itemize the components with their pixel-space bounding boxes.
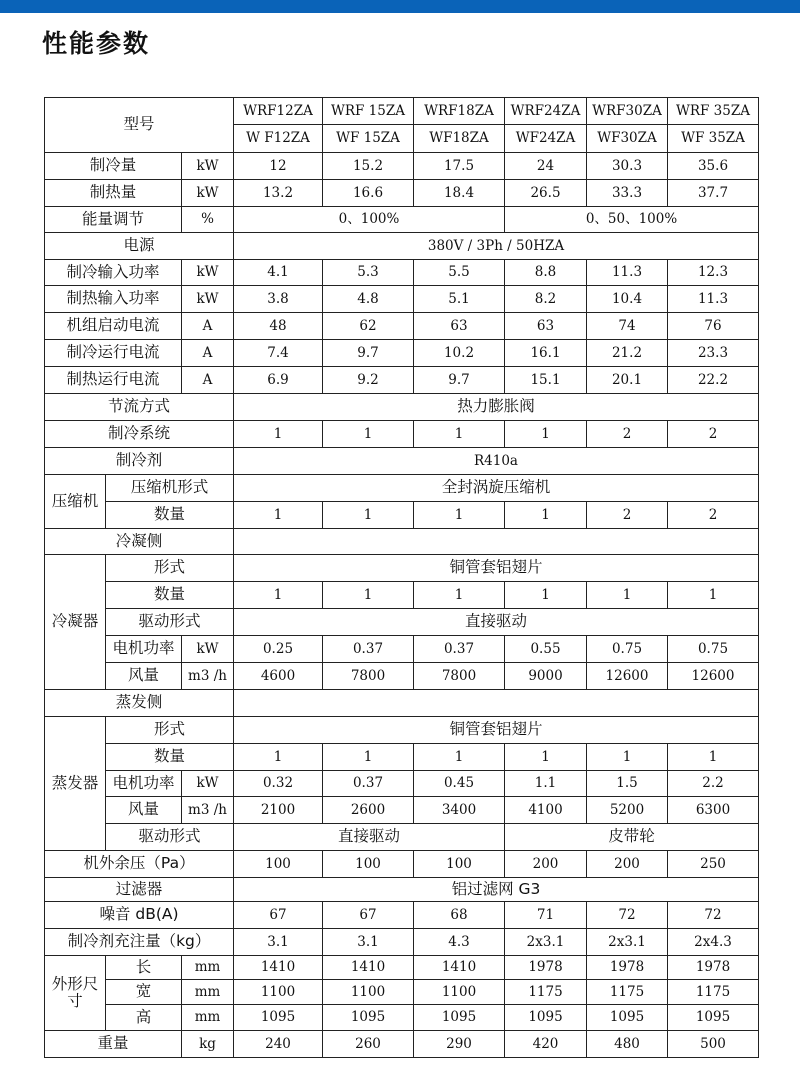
row-label: 制冷剂充注量（kg） [45, 929, 234, 956]
cell: 1100 [234, 980, 323, 1005]
table-row-width [45, 980, 759, 1005]
cell: 1 [587, 582, 668, 609]
cell: 1095 [587, 1005, 668, 1031]
cell: 9000 [505, 663, 587, 690]
cell: 290 [414, 1031, 505, 1058]
cell: 76 [668, 313, 759, 340]
cell: 1 [234, 502, 323, 529]
cell: 2x3.1 [505, 929, 587, 956]
row-label: 高 [106, 1005, 182, 1031]
cell: 1 [414, 582, 505, 609]
cell: 1095 [414, 1005, 505, 1031]
cell: 12.3 [668, 260, 759, 286]
row-label: 形式 [106, 717, 234, 744]
table-row-cond-side [45, 529, 759, 555]
cell: 2 [587, 421, 668, 448]
cell: 4.3 [414, 929, 505, 956]
unit-cell: kW [182, 636, 234, 663]
table-row-length [45, 956, 759, 980]
cell: 11.3 [668, 286, 759, 313]
cell: 16.6 [323, 180, 414, 207]
unit-cell: A [182, 313, 234, 340]
cell: 1 [323, 502, 414, 529]
cell: 63 [505, 313, 587, 340]
cell: 9.7 [323, 340, 414, 367]
unit-cell: kW [182, 153, 234, 180]
cell: WF30ZA [587, 125, 668, 153]
table-row-noise [45, 902, 759, 929]
cell: 500 [668, 1031, 759, 1058]
unit-cell: % [182, 207, 234, 233]
unit-cell: kW [182, 260, 234, 286]
row-label: 过滤器 [45, 878, 234, 902]
cell: 0.37 [323, 771, 414, 797]
cell: 1 [505, 744, 587, 771]
merged-cell: 直接驱动 [234, 609, 759, 636]
cell: 11.3 [587, 260, 668, 286]
cell: 3400 [414, 797, 505, 824]
row-label: 制冷系统 [45, 421, 234, 448]
table-row-evap-side [45, 690, 759, 717]
cell: 0.37 [414, 636, 505, 663]
cell: 1410 [414, 956, 505, 980]
cell: 1 [587, 744, 668, 771]
cell: 68 [414, 902, 505, 929]
cell: WF 15ZA [323, 125, 414, 153]
cell: 0.32 [234, 771, 323, 797]
row-label: 风量 [106, 797, 182, 824]
cell: 15.1 [505, 367, 587, 394]
cell: 2x3.1 [587, 929, 668, 956]
cell: 0.45 [414, 771, 505, 797]
row-label: 制冷量 [45, 153, 182, 180]
row-label: 长 [106, 956, 182, 980]
cell: 12600 [587, 663, 668, 690]
table-row-cond-drive [45, 609, 759, 636]
cell: 12 [234, 153, 323, 180]
cell: 260 [323, 1031, 414, 1058]
row-label: 电机功率 [106, 636, 182, 663]
table-row-cond-air [45, 663, 759, 690]
cell: 1410 [323, 956, 414, 980]
cell: 1 [234, 744, 323, 771]
cell: 7.4 [234, 340, 323, 367]
cell: 1410 [234, 956, 323, 980]
cell: 4.8 [323, 286, 414, 313]
table-row-filter [45, 878, 759, 902]
cell: WRF24ZA [505, 98, 587, 125]
cell: 1095 [505, 1005, 587, 1031]
row-label: 形式 [106, 555, 234, 582]
row-label: 驱动形式 [106, 824, 234, 851]
cell: WF18ZA [414, 125, 505, 153]
cell: 2 [668, 421, 759, 448]
cell: 2100 [234, 797, 323, 824]
unit-cell: kW [182, 771, 234, 797]
cell: 18.4 [414, 180, 505, 207]
row-label: 能量调节 [45, 207, 182, 233]
cell: 71 [505, 902, 587, 929]
cell: 1095 [668, 1005, 759, 1031]
table-row-cooling [45, 153, 759, 180]
table-row-cond-motor [45, 636, 759, 663]
group-label: 外形尺寸 [45, 956, 106, 1031]
cell: 200 [505, 851, 587, 878]
model-label: 型号 [45, 98, 234, 153]
row-label: 节流方式 [45, 394, 234, 421]
cell: 13.2 [234, 180, 323, 207]
cell: WRF12ZA [234, 98, 323, 125]
table-row-cond-qty [45, 582, 759, 609]
merged-cell: 铝过滤网 G3 [234, 878, 759, 902]
cell: 2.2 [668, 771, 759, 797]
cell: 3.8 [234, 286, 323, 313]
cell: 3.1 [323, 929, 414, 956]
cell: WRF18ZA [414, 98, 505, 125]
cell: 1 [668, 582, 759, 609]
cell: 4.1 [234, 260, 323, 286]
row-label: 机外余压（Pa） [45, 851, 234, 878]
table-row-height [45, 1005, 759, 1031]
table-row-model-top [45, 98, 759, 125]
cell: 480 [587, 1031, 668, 1058]
unit-cell: mm [182, 956, 234, 980]
cell: 33.3 [587, 180, 668, 207]
cell: 17.5 [414, 153, 505, 180]
cell: 8.2 [505, 286, 587, 313]
cell: 1978 [668, 956, 759, 980]
cell: 100 [323, 851, 414, 878]
row-label: 驱动形式 [106, 609, 234, 636]
cell: 1978 [587, 956, 668, 980]
table-row-capacity-adj [45, 207, 759, 233]
cell: 7800 [414, 663, 505, 690]
cell: 23.3 [668, 340, 759, 367]
cell: 100 [234, 851, 323, 878]
row-label: 制冷运行电流 [45, 340, 182, 367]
row-label: 数量 [106, 744, 234, 771]
top-accent-bar [0, 0, 800, 13]
cell: 1175 [505, 980, 587, 1005]
cell: 12600 [668, 663, 759, 690]
spec-table [44, 97, 759, 1058]
cell: 24 [505, 153, 587, 180]
cell: 48 [234, 313, 323, 340]
cell: 72 [587, 902, 668, 929]
cell: 21.2 [587, 340, 668, 367]
cell: 0.75 [587, 636, 668, 663]
cell: 1 [323, 421, 414, 448]
table-row-charge [45, 929, 759, 956]
row-label: 电机功率 [106, 771, 182, 797]
cell: 2 [668, 502, 759, 529]
cell: 200 [587, 851, 668, 878]
cell: 1.1 [505, 771, 587, 797]
cell: 37.7 [668, 180, 759, 207]
cell: 1 [414, 421, 505, 448]
table-row-cool-system [45, 421, 759, 448]
merged-cell: 直接驱动 [234, 824, 505, 851]
row-label: 数量 [106, 582, 234, 609]
merged-cell: 铜管套铝翅片 [234, 555, 759, 582]
cell: 26.5 [505, 180, 587, 207]
group-label: 冷凝器 [45, 555, 106, 690]
cell: 5.5 [414, 260, 505, 286]
cell: 63 [414, 313, 505, 340]
table-row-power [45, 233, 759, 260]
group-label: 蒸发器 [45, 717, 106, 851]
cell: 4600 [234, 663, 323, 690]
table-row-evap-air [45, 797, 759, 824]
cell: WF24ZA [505, 125, 587, 153]
table-row-throttle [45, 394, 759, 421]
cell: 1 [414, 744, 505, 771]
table-row-weight [45, 1031, 759, 1058]
table-row-heat-current [45, 367, 759, 394]
cell: 1175 [587, 980, 668, 1005]
cell: W F12ZA [234, 125, 323, 153]
cell: 1 [323, 744, 414, 771]
cell: 67 [234, 902, 323, 929]
section-label: 蒸发侧 [45, 690, 234, 717]
cell: 10.2 [414, 340, 505, 367]
merged-cell: 热力膨胀阀 [234, 394, 759, 421]
cell: 0.37 [323, 636, 414, 663]
row-label: 重量 [45, 1031, 182, 1058]
cell: 100 [414, 851, 505, 878]
cell: 16.1 [505, 340, 587, 367]
cell: 1 [323, 582, 414, 609]
merged-cell: 0、50、100% [505, 207, 759, 233]
row-label: 宽 [106, 980, 182, 1005]
unit-cell: m3 /h [182, 797, 234, 824]
cell: 1 [234, 421, 323, 448]
cell: 1175 [668, 980, 759, 1005]
table-row-compressor-qty [45, 502, 759, 529]
table-row-heating [45, 180, 759, 207]
cell: 2 [587, 502, 668, 529]
cell: WRF30ZA [587, 98, 668, 125]
table-row-evap-motor [45, 771, 759, 797]
cell: 1 [505, 502, 587, 529]
cell: 15.2 [323, 153, 414, 180]
row-label: 机组启动电流 [45, 313, 182, 340]
cell: 20.1 [587, 367, 668, 394]
cell: 1100 [323, 980, 414, 1005]
row-label: 制热运行电流 [45, 367, 182, 394]
table-row-evap-drive [45, 824, 759, 851]
cell: 35.6 [668, 153, 759, 180]
unit-cell: kg [182, 1031, 234, 1058]
cell: WRF 15ZA [323, 98, 414, 125]
cell: 74 [587, 313, 668, 340]
cell: 0.55 [505, 636, 587, 663]
cell: 1100 [414, 980, 505, 1005]
row-label: 压缩机形式 [106, 475, 234, 502]
table-row-evap-form [45, 717, 759, 744]
cell: 1 [505, 421, 587, 448]
empty-cell [234, 690, 759, 717]
merged-cell: 380V / 3Ph / 50HZA [234, 233, 759, 260]
cell: 1 [505, 582, 587, 609]
cell: 72 [668, 902, 759, 929]
row-label: 电源 [45, 233, 234, 260]
empty-cell [234, 529, 759, 555]
unit-cell: A [182, 367, 234, 394]
cell: 1 [414, 502, 505, 529]
cell: 67 [323, 902, 414, 929]
cell: 4100 [505, 797, 587, 824]
row-label: 风量 [106, 663, 182, 690]
merged-cell: R410a [234, 448, 759, 475]
cell: 2600 [323, 797, 414, 824]
unit-cell: kW [182, 286, 234, 313]
cell: WRF 35ZA [668, 98, 759, 125]
cell: 6300 [668, 797, 759, 824]
group-label: 压缩机 [45, 475, 106, 529]
cell: 30.3 [587, 153, 668, 180]
section-label: 冷凝侧 [45, 529, 234, 555]
cell: 1095 [323, 1005, 414, 1031]
cell: 0.25 [234, 636, 323, 663]
cell: 7800 [323, 663, 414, 690]
cell: 1095 [234, 1005, 323, 1031]
cell: 1.5 [587, 771, 668, 797]
table-row-heat-input [45, 286, 759, 313]
cell: 5200 [587, 797, 668, 824]
cell: 2x4.3 [668, 929, 759, 956]
cell: 3.1 [234, 929, 323, 956]
row-label: 噪音 dB(A) [45, 902, 234, 929]
cell: 0.75 [668, 636, 759, 663]
merged-cell: 皮带轮 [505, 824, 759, 851]
merged-cell: 铜管套铝翅片 [234, 717, 759, 744]
cell: 6.9 [234, 367, 323, 394]
cell: 10.4 [587, 286, 668, 313]
row-label: 制冷剂 [45, 448, 234, 475]
cell: 5.1 [414, 286, 505, 313]
cell: 9.7 [414, 367, 505, 394]
unit-cell: A [182, 340, 234, 367]
merged-cell: 0、100% [234, 207, 505, 233]
cell: 420 [505, 1031, 587, 1058]
row-label: 制热量 [45, 180, 182, 207]
cell: 5.3 [323, 260, 414, 286]
cell: 1 [234, 582, 323, 609]
table-row-compressor-type [45, 475, 759, 502]
table-row-cool-input [45, 260, 759, 286]
row-label: 制冷输入功率 [45, 260, 182, 286]
cell: 1978 [505, 956, 587, 980]
table-row-cool-current [45, 340, 759, 367]
cell: 250 [668, 851, 759, 878]
unit-cell: mm [182, 1005, 234, 1031]
row-label: 数量 [106, 502, 234, 529]
cell: 62 [323, 313, 414, 340]
merged-cell: 全封涡旋压缩机 [234, 475, 759, 502]
cell: WF 35ZA [668, 125, 759, 153]
row-label: 制热输入功率 [45, 286, 182, 313]
table-row-start-current [45, 313, 759, 340]
table-row-refrigerant [45, 448, 759, 475]
page-title: 性能参数 [42, 29, 151, 58]
table-row-ext-pressure [45, 851, 759, 878]
unit-cell: m3 /h [182, 663, 234, 690]
cell: 22.2 [668, 367, 759, 394]
cell: 240 [234, 1031, 323, 1058]
unit-cell: kW [182, 180, 234, 207]
unit-cell: mm [182, 980, 234, 1005]
cell: 9.2 [323, 367, 414, 394]
cell: 8.8 [505, 260, 587, 286]
table-row-cond-form [45, 555, 759, 582]
cell: 1 [668, 744, 759, 771]
table-row-evap-qty [45, 744, 759, 771]
